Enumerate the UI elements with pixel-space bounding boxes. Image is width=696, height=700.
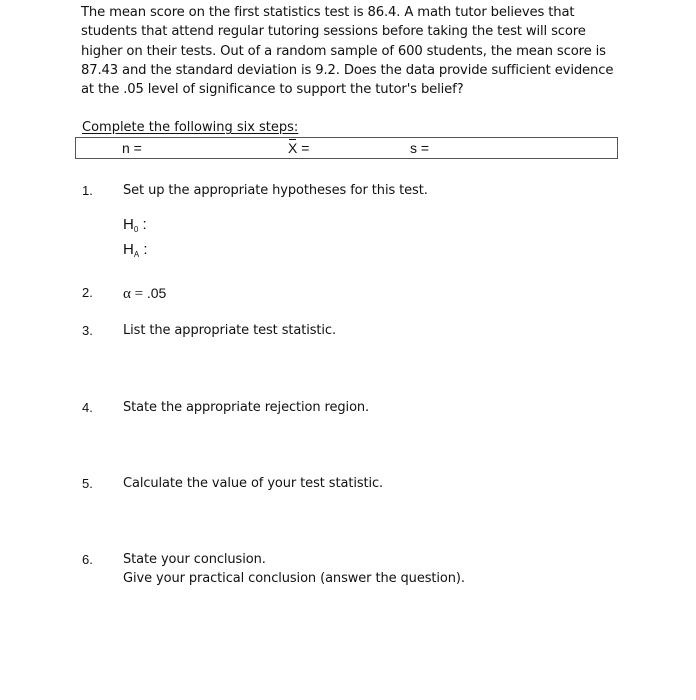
null-h-letter: H: [123, 216, 134, 233]
step-1-text: Set up the appropriate hypotheses for this test.: [123, 183, 428, 198]
problem-line: at the .05 level of significance to support the tutor's belief?: [81, 82, 464, 98]
sample-size-label: n =: [122, 140, 142, 156]
null-h-colon: :: [138, 216, 147, 233]
step-4-text: State the appropriate rejection region.: [123, 400, 370, 415]
alpha-symbol: α: [123, 286, 131, 302]
given-values-box: [75, 137, 618, 159]
alt-h-subscript: A: [133, 250, 140, 259]
step-5-text: Calculate the value of your test statistic.: [123, 476, 384, 491]
instructions-heading: Complete the following six steps:: [82, 120, 299, 135]
alpha-equals: =: [130, 286, 147, 302]
step-3-number: 3.: [82, 323, 93, 338]
problem-line: 87.43 and the standard deviation is 9.2. Does the data provide sufficient evidence: [81, 62, 614, 78]
step-5-number: 5.: [82, 476, 93, 491]
null-h-subscript: 0: [133, 225, 139, 234]
step-3-text: List the appropriate test statistic.: [123, 323, 337, 338]
std-dev-label: s =: [410, 140, 430, 156]
alternative-hypothesis: [123, 241, 148, 264]
null-hypothesis: [123, 216, 147, 239]
problem-statement: [81, 3, 641, 99]
alt-h-letter: H: [123, 241, 134, 258]
xbar-equals: =: [297, 140, 310, 156]
step-1-number: 1.: [82, 183, 93, 198]
step-6-text-2: Give your practical conclusion (answer the question).: [123, 571, 465, 586]
step-2-number: 2.: [82, 285, 93, 300]
step-6-number: 6.: [82, 552, 93, 567]
step-6-text: State your conclusion.: [123, 552, 266, 567]
problem-line: The mean score on the first statistics test is 86.4. A math tutor believes that: [81, 5, 575, 20]
significance-level: [123, 284, 166, 303]
problem-line: students that attend regular tutoring sessions before taking the test will score: [81, 24, 586, 40]
alt-h-colon: :: [139, 241, 148, 258]
alpha-value: .05: [146, 285, 167, 301]
step-4-number: 4.: [82, 400, 93, 415]
problem-line: higher on their tests. Out of a random sample of 600 students, the mean score is: [81, 43, 606, 59]
sample-mean-label: [288, 140, 309, 156]
xbar-symbol: X: [288, 140, 298, 156]
